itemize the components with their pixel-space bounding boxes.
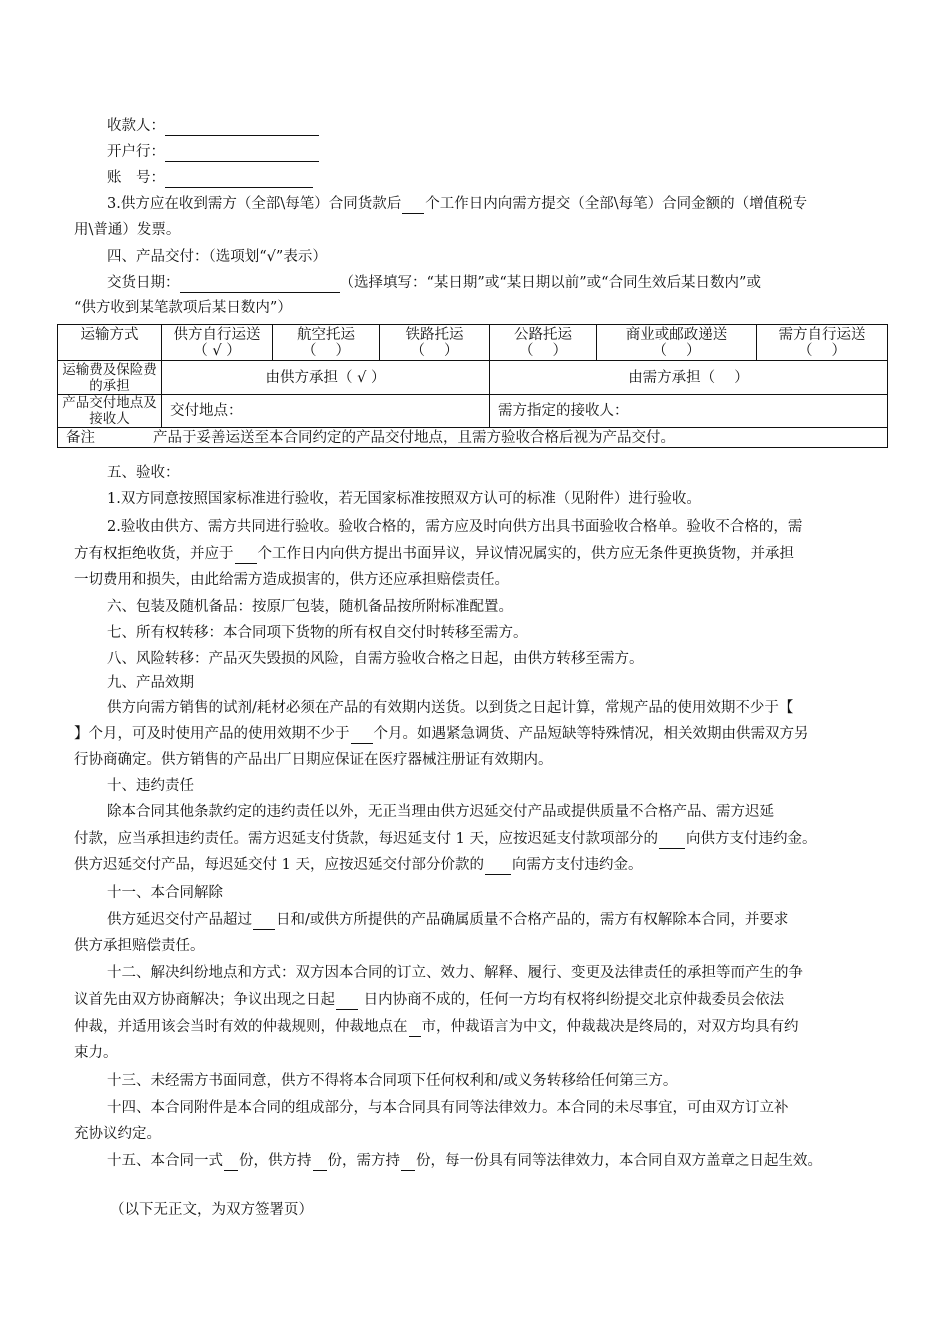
section10-p2b: 向供方支付违约金。 (685, 831, 817, 847)
clause3-line2: 用\普通）发票。 (74, 222, 181, 238)
section15-c: 份，需方持 (327, 1153, 400, 1169)
section9-p2b: 个月。如遇紧急调货、产品短缺等特殊情况，相关效期由供需双方另 (373, 726, 809, 742)
section4-heading: 四、产品交付：（选项划“√”表示） (107, 249, 327, 265)
section15-d: 份，每一份具有同等法律效力，本合同自双方盖章之日起生效。 (416, 1153, 822, 1169)
account-label: 账 号： (107, 170, 165, 186)
section12-p2a: 议首先由双方协商解决；争议出现之日起 (74, 992, 335, 1008)
bank-blank (165, 145, 319, 162)
section10-blank1 (659, 834, 685, 849)
section12-p2b: 日内协商不成的，任何一方均有权将纠纷提交北京仲裁委员会依法 (359, 992, 785, 1008)
section5-blank (235, 549, 257, 564)
fee-buyer-text: 由需方承担（ ） (628, 369, 749, 386)
mode-road (490, 325, 597, 361)
section10-p2-line (74, 829, 816, 849)
section11-p2: 供方承担赔偿责任。 (74, 938, 205, 954)
section5-p2b-line (74, 544, 794, 564)
transport-label-text: 运输方式 (80, 327, 139, 343)
section9-p2a: 】个月，可及时使用产品的使用效期不少于 (74, 726, 350, 742)
section10-p3b: 向需方支付违约金。 (511, 857, 643, 873)
section15-blank3 (401, 1156, 415, 1171)
section9-p3: 行协商确定。供方销售的产品出厂日期应保证在医疗器械注册证有效期内。 (74, 752, 553, 768)
account-blank (165, 171, 313, 188)
mode-buyer (757, 325, 888, 361)
fee-supplier-text: 由供方承担（ √ ） (265, 369, 386, 386)
section5-p1: 1.双方同意按照国家标准进行验收，若无国家标准按照双方认可的标准（见附件）进行验收。 (107, 491, 701, 507)
section15-a: 十五、本合同一式 (107, 1153, 223, 1169)
fee-supplier (162, 361, 490, 395)
receiver-value-text: 需方指定的接收人： (498, 403, 629, 419)
note-row (58, 428, 888, 448)
section15-blank1 (224, 1156, 238, 1171)
fee-row (58, 361, 888, 395)
section11-blank (253, 915, 275, 930)
section7: 七、所有权转移：本合同项下货物的所有权自交付时转移至需方。 (107, 625, 528, 641)
section15-b: 份，供方持 (239, 1153, 312, 1169)
receiver-value (490, 395, 888, 428)
section11-p1b: 日和/或供方所提供的产品确属质量不合格产品的，需方有权解除本合同，并要求 (276, 912, 789, 928)
payee-blank (165, 119, 319, 136)
mode-mark: （ ） (797, 342, 847, 359)
delivery-date-label: 交货日期： (107, 275, 180, 291)
section14-p2: 充协议约定。 (74, 1126, 161, 1142)
section8: 八、风险转移：产品灭失毁损的风险，自需方验收合格之日起，由供方转移至需方。 (107, 651, 644, 667)
transport-table (57, 324, 888, 448)
section12-blank2 (409, 1022, 421, 1037)
delivery-date-hint: （选择填写：“某日期”或“某日期以前”或“合同生效后某日数内”或 (339, 275, 761, 291)
clause3-text-a: 3.供方应在收到需方（全部\每笔）合同货款后 (107, 196, 402, 212)
delivery-date-hint2: “供方收到某笔款项后某日数内”） (74, 300, 292, 316)
delivery-date-blank (180, 276, 340, 293)
mode-mark: （ ） (518, 342, 568, 359)
note-cell (58, 428, 888, 448)
mode-name: 需方自行运送 (778, 326, 866, 343)
fee-label-text: 运输费及保险费的承担 (62, 361, 157, 394)
delivery-date-line (107, 273, 761, 293)
mode-name: 航空托运 (297, 326, 355, 343)
mode-name: 公路托运 (514, 326, 572, 343)
clause3-blank (402, 199, 424, 214)
mode-name: 铁路托运 (405, 326, 464, 343)
mode-post (597, 325, 757, 361)
section5-p2a: 2.验收由供方、需方共同进行验收。验收合格的，需方应及时向供方出具书面验收合格单。验收不合格的，需 (107, 519, 803, 535)
place-label-text: 产品交付地点及接收人 (62, 395, 157, 427)
section11-p1a: 供方延迟交付产品超过 (107, 912, 252, 928)
mode-mark: （ ） (410, 342, 459, 359)
section6: 六、包装及随机备品：按原厂包装，随机备品按所附标准配置。 (107, 599, 513, 615)
section9-heading: 九、产品效期 (107, 675, 194, 691)
footer-note: （以下无正文，为双方签署页） (110, 1202, 313, 1218)
section11-heading: 十一、本合同解除 (107, 885, 223, 901)
note-label: 备注 (66, 429, 95, 446)
section5-p2c: 个工作日内向供方提出书面异议，异议情况属实的，供方应无条件更换货物，并承担 (257, 546, 794, 562)
payee-line (107, 116, 319, 136)
section12-p2-line (74, 990, 784, 1010)
fee-buyer (490, 361, 888, 395)
transport-row (58, 325, 888, 361)
section12-p3-line (74, 1017, 799, 1037)
mode-supplier (162, 325, 273, 361)
clause3-line1 (107, 194, 807, 214)
place-row (58, 395, 888, 428)
section5-heading: 五、验收： (107, 465, 180, 481)
section10-p2a: 付款，应当承担违约责任。需方迟延支付货款，每迟延支付 1 天，应按迟延支付款项部分的 (74, 831, 658, 847)
mode-rail (380, 325, 490, 361)
section13: 十三、未经需方书面同意，供方不得将本合同项下任何权利和/或义务转移给任何第三方。 (107, 1073, 678, 1089)
account-line (107, 168, 313, 188)
place-value (162, 395, 490, 428)
mode-mark: （ ） (301, 342, 351, 359)
section10-p3a: 供方迟延交付产品，每迟延交付 1 天，应按迟延交付部分价款的 (74, 857, 484, 873)
section12-blank1 (336, 995, 358, 1010)
section5-p2b: 方有权拒绝收货，并应于 (74, 546, 234, 562)
section12-p1: 十二、解决纠纷地点和方式：双方因本合同的订立、效力、解释、履行、变更及法律责任的承担等而产生的争 (107, 965, 803, 981)
section5-p2d: 一切费用和损失，由此给需方造成损害的，供方还应承担赔偿责任。 (74, 572, 509, 588)
clause3-text-b: 个工作日内向需方提交（全部\每笔）合同金额的（增值税专 (425, 196, 808, 212)
section9-p2-line (74, 724, 809, 744)
section14-p1: 十四、本合同附件是本合同的组成部分，与本合同具有同等法律效力。本合同的未尽事宜，可由双方订立补 (107, 1100, 789, 1116)
section10-blank2 (485, 860, 511, 875)
mode-air (273, 325, 380, 361)
note-value: 产品于妥善运送至本合同约定的产品交付地点，且需方验收合格后视为产品交付。 (153, 429, 675, 446)
mode-mark: （ ） (652, 342, 701, 359)
section10-heading: 十、违约责任 (107, 778, 194, 794)
section11-p1-line (107, 910, 788, 930)
mode-name: 商业或邮政递送 (625, 326, 728, 343)
mode-mark: （ √ ） (193, 342, 241, 359)
section15-blank2 (313, 1156, 327, 1171)
transport-label (58, 325, 162, 361)
section9-p1: 供方向需方销售的试剂/耗材必须在产品的有效期内送货。以到货之日起计算，常规产品的使用效期不少于【 (107, 700, 794, 716)
section12-p3a: 仲裁，并适用该会当时有效的仲裁规则，仲裁地点在 (74, 1019, 408, 1035)
section10-p1: 除本合同其他条款约定的违约责任以外，无正当理由供方迟延交付产品或提供质量不合格产品、需方迟延 (107, 804, 774, 820)
section12-p4: 束力。 (74, 1045, 118, 1061)
place-label (58, 395, 162, 428)
place-value-text: 交付地点： (170, 403, 243, 419)
bank-label: 开户行： (107, 144, 165, 160)
fee-label (58, 361, 162, 395)
mode-name: 供方自行运送 (173, 326, 261, 343)
bank-line (107, 142, 319, 162)
section12-p3b: 市，仲裁语言为中文，仲裁裁决是终局的，对双方均具有约 (421, 1019, 799, 1035)
section15-line (107, 1151, 822, 1171)
payee-label: 收款人： (107, 118, 165, 134)
section10-p3-line (74, 855, 642, 875)
section9-blank (351, 729, 373, 744)
